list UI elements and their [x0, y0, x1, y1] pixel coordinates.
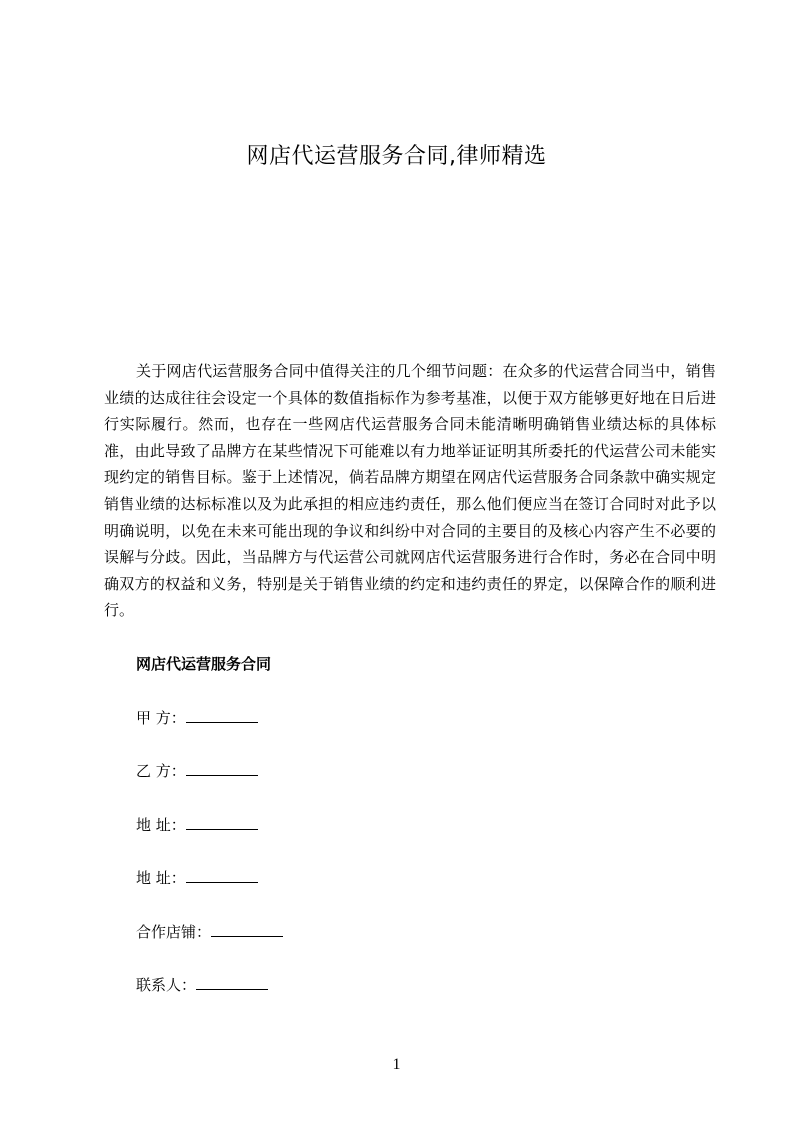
- address-field-1: [136, 813, 258, 837]
- address-label-2: 地 址：: [136, 869, 186, 887]
- contact-person-label: 联系人：: [136, 976, 197, 994]
- address-blank-line-1: [186, 813, 258, 830]
- party-b-label: 乙 方：: [136, 762, 186, 780]
- partner-store-label: 合作店铺：: [136, 923, 212, 941]
- partner-store-field: [136, 920, 283, 944]
- address-field-2: [136, 866, 258, 890]
- contact-person-blank-line: [196, 973, 268, 990]
- party-a-label: 甲 方：: [136, 709, 186, 727]
- party-b-field: [136, 759, 258, 783]
- contact-person-field: [136, 973, 268, 997]
- contract-heading: 网店代运营服务合同: [136, 655, 272, 673]
- document-title: 网店代运营服务合同,律师精选: [246, 144, 547, 169]
- partner-store-blank-line: [211, 920, 283, 937]
- party-a-blank-line: [186, 706, 258, 723]
- address-label-1: 地 址：: [136, 816, 186, 834]
- party-b-blank-line: [186, 759, 258, 776]
- address-blank-line-2: [186, 866, 258, 883]
- intro-paragraph: 关于网店代运营服务合同中值得关注的几个细节问题：在众多的代运营合同当中，销售业绩的达成往往会设定一个具体的数值指标作为参考基准，以便于双方能够更好地在日后进行实际履行。然而，也存在一些网店代运营服务合同未能清晰明确销售业绩达标的具体标准，由此导致了品牌方在某些情况下可能难以有力地举证证明其所委托的代运营公司未能实现约定的销售目标。鉴于上述情况，倘若品牌方期望在网店代运营服务合同条款中确实规定销售业绩的达标标准以及为此承担的相应违约责任，那么他们便应当在签订合同时对此予以明确说明，以免在未来可能出现的争议和纠纷中对合同的主要目的及核心内容产生不必要的误解与分歧。因此，当品牌方与代运营公司就网店代运营服务进行合作时，务必在合同中明确双方的权益和义务，特别是关于销售业绩的约定和违约责任的界定，以保障合作的顺利进行。: [104, 362, 716, 620]
- party-a-field: [136, 706, 258, 730]
- page-number: 1: [392, 1056, 401, 1073]
